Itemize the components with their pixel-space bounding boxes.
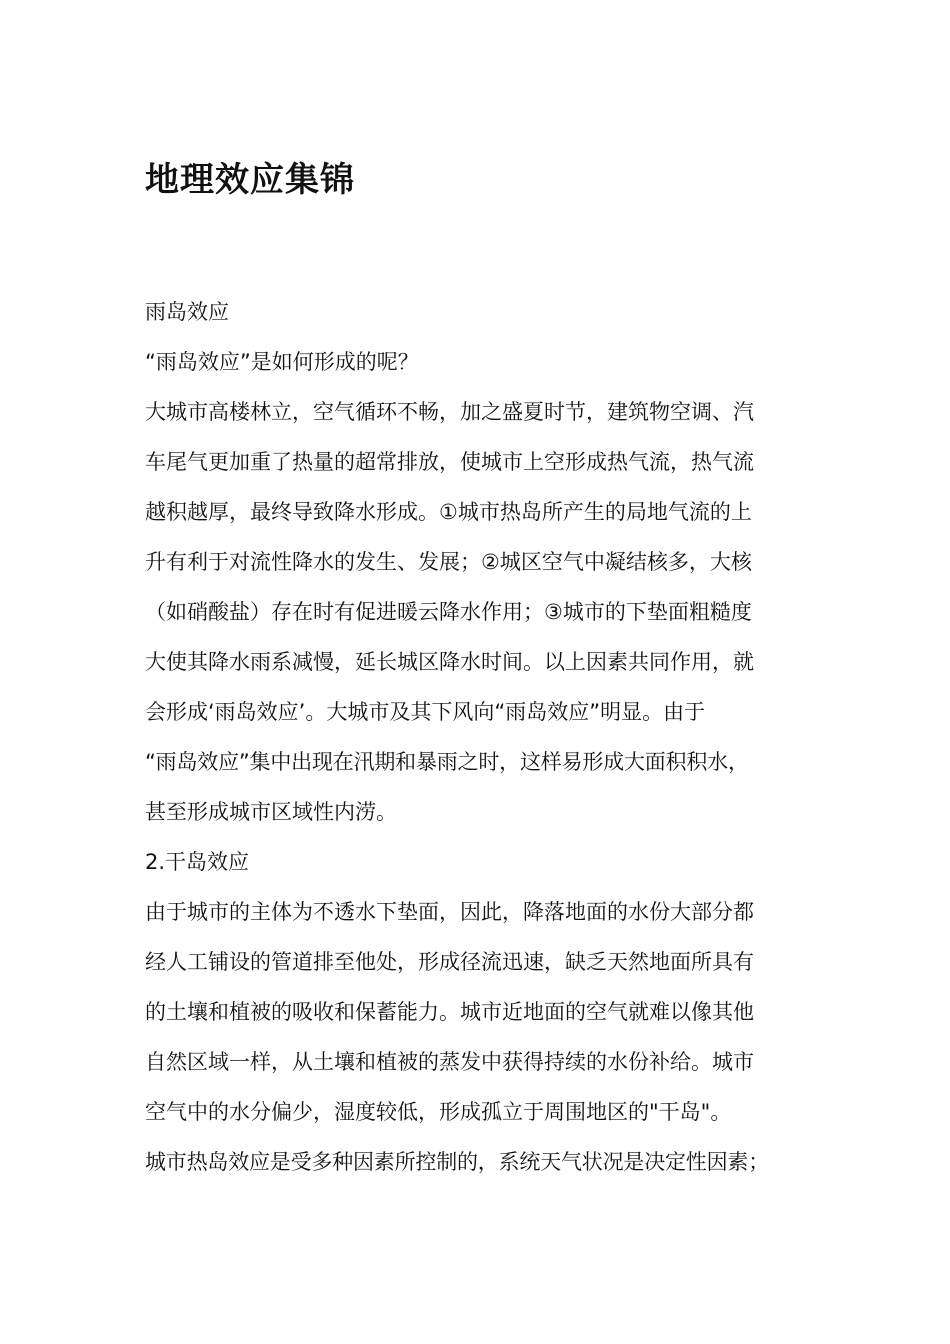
paragraph-line: “雨岛效应”是如何形成的呢？ (145, 350, 419, 374)
document-title: 地理效应集锦 (145, 160, 355, 200)
paragraph-line: 由于城市的主体为不透水下垫面，因此，降落地面的水份大部分都 (145, 900, 754, 924)
paragraph-line: 经人工铺设的管道排至他处，形成径流迅速，缺乏天然地面所具有 (145, 950, 754, 974)
paragraph-line: 会形成‘雨岛效应’。大城市及其下风向“雨岛效应”明显。由于 (145, 700, 706, 724)
paragraph-line: “雨岛效应”集中出现在汛期和暴雨之时，这样易形成大面积积水， (145, 750, 749, 774)
paragraph-line: 的土壤和植被的吸收和保蓄能力。城市近地面的空气就难以像其他 (145, 1000, 754, 1024)
paragraph-line: 大使其降水雨系减慢，延长城区降水时间。以上因素共同作用，就 (145, 650, 754, 674)
paragraph-line: 空气中的水分偏少，湿度较低，形成孤立于周围地区的"干岛"。 (145, 1100, 732, 1124)
paragraph-line: 车尾气更加重了热量的超常排放，使城市上空形成热气流，热气流 (145, 450, 754, 474)
paragraph-line: （如硝酸盐）存在时有促进暖云降水作用；③城市的下垫面粗糙度 (145, 600, 752, 624)
paragraph-line: 自然区域一样，从土壤和植被的蒸发中获得持续的水份补给。城市 (145, 1050, 754, 1074)
section-heading-dry-island: 2.干岛效应 (145, 850, 250, 874)
paragraph-line: 城市热岛效应是受多种因素所控制的，系统天气状况是决定性因素； (145, 1150, 769, 1174)
paragraph-line: 越积越厚，最终导致降水形成。①城市热岛所产生的局地气流的上 (145, 500, 752, 524)
paragraph-line: 甚至形成城市区域性内涝。 (145, 800, 397, 824)
document-body (145, 287, 805, 1187)
section-heading-rain-island: 雨岛效应 (145, 300, 229, 324)
paragraph-line: 升有利于对流性降水的发生、发展；②城区空气中凝结核多，大核 (145, 550, 752, 574)
paragraph-line: 大城市高楼林立，空气循环不畅，加之盛夏时节，建筑物空调、汽 (145, 400, 754, 424)
